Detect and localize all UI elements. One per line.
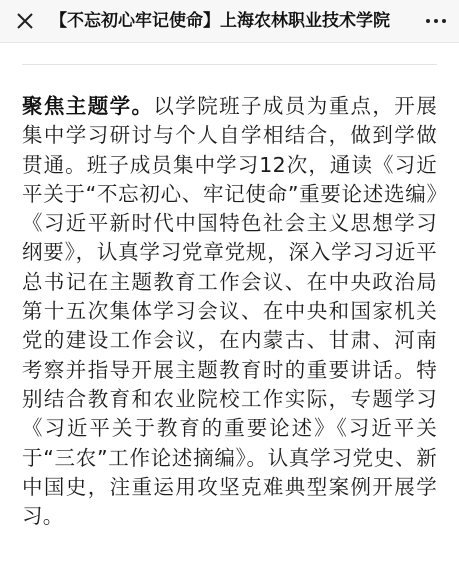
page-title: 【不忘初心牢记使命】上海农林职业技术学院 bbox=[50, 11, 390, 31]
more-icon bbox=[426, 19, 446, 23]
top-bar bbox=[0, 0, 459, 43]
more-button[interactable] bbox=[421, 6, 451, 36]
article-paragraph bbox=[22, 92, 437, 531]
paragraph-lead: 聚焦主题学。 bbox=[22, 94, 154, 118]
close-icon bbox=[15, 11, 35, 31]
close-button[interactable] bbox=[10, 6, 40, 36]
paragraph-body: 以学院班子成员为重点，开展集中学习研讨与个人自学相结合，做到学做贯通。班子成员集中学习12次，通读《习近平关于“不忘初心、牢记使命”重要论述选编》《习近平新时代中国特色社会主义思想学习纲要》，认真学习党章党规，深入学习习近平总书记在主题教育工作会议、在中央政治局第十五次集体学习会议、在中央和国家机关党的建设工作会议，在内蒙古、甘肃、河南考察并指导开展主题教育时的重要讲话。特别结合教育和农业院校工作实际，专题学习《习近平关于教育的重要论述》《习近平关于“三农”工作论述摘编》。认真学习党史、新中国史，注重运用攻坚克难典型案例开展学习。 bbox=[22, 94, 437, 529]
divider bbox=[22, 64, 437, 65]
